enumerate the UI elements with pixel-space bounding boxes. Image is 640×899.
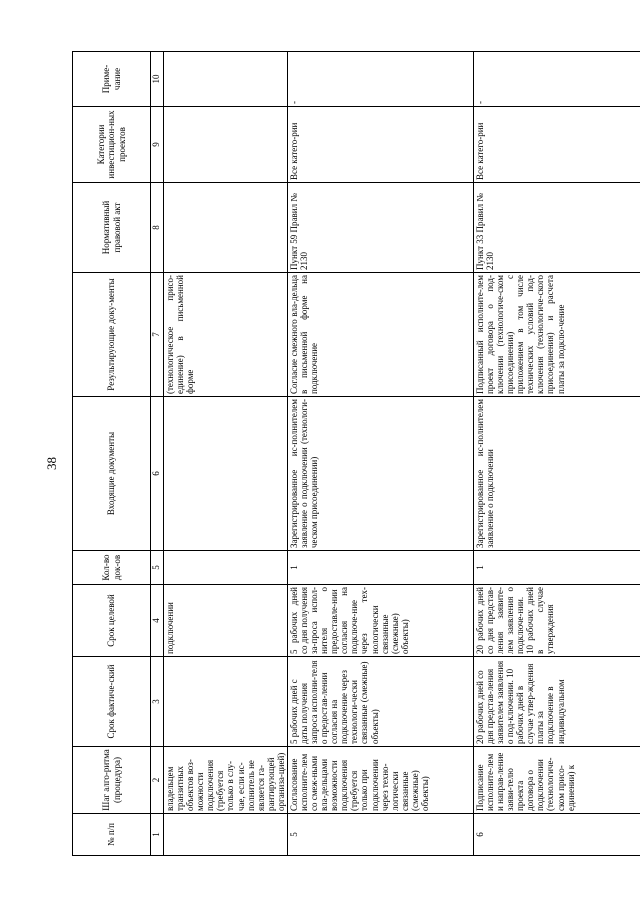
column-number: 6 xyxy=(151,397,164,551)
header-cell: Срок фактиче-ский xyxy=(73,657,151,747)
header-cell: Шаг алго-ритма (процедура) xyxy=(73,747,151,814)
table-row xyxy=(473,52,640,856)
actual-term-cell: 5 рабочих дней с даты получения запроса исполни-теля о предостав-лении согласия на подключение через технологи-чески связанные (смежные) объекты) xyxy=(287,657,473,747)
target-term-cell: 5 рабочих дней со дня получения за-проса испол-нителя о предоставле-нии согласия на подключе-ние через тех-нологически связанные (смежные) объекты) xyxy=(287,585,473,657)
result-docs-cell: Подписанный исполните-лем проект договора о под-ключении (технологиче-ском присоединении) с приложением в том числе технических условий под-ключения (технологиче-ского присоединения) и расчета платы за подклю-чение xyxy=(473,273,640,397)
target-term-cell: 20 рабочих дней со дня представ-ления заявите-лем заявления о подключе-нии. 10 рабочих дней в случае утверждения xyxy=(473,585,640,657)
header-cell: Срок целевой xyxy=(73,585,151,657)
procedure-table xyxy=(72,51,640,856)
step-cell: владельцем транзитных объектов воз-можности подключения (требуется только в слу-чае, если ис-полнитель не является га-рантирующей организа-цией) xyxy=(164,747,288,814)
table-row xyxy=(164,52,288,856)
column-number: 5 xyxy=(151,551,164,585)
column-number: 8 xyxy=(151,183,164,273)
doc-count-cell: 1 xyxy=(287,551,473,585)
header-cell: Кол-во док-ов xyxy=(73,551,151,585)
table-row xyxy=(287,52,473,856)
header-cell: Категории инвестицион-ных проектов xyxy=(73,107,151,183)
column-number: 4 xyxy=(151,585,164,657)
result-docs-cell: (технологическое присо-единение) в письменной форме xyxy=(164,273,288,397)
column-number: 3 xyxy=(151,657,164,747)
header-cell: Результирующие доку-менты xyxy=(73,273,151,397)
column-number-row xyxy=(151,52,164,856)
legal-act-cell: Пункт 33 Правил № 2130 xyxy=(473,183,640,273)
column-number: 2 xyxy=(151,747,164,814)
actual-term-cell: 20 рабочих дней со дня представ-ления заявителем заявления о под-ключении. 10 рабочих дней в случае утвер-ждения платы за подключение в индивидуальном xyxy=(473,657,640,747)
incoming-docs-cell xyxy=(164,397,288,551)
column-number: 10 xyxy=(151,52,164,107)
column-number: 7 xyxy=(151,273,164,397)
column-number: 9 xyxy=(151,107,164,183)
header-row xyxy=(73,52,151,856)
incoming-docs-cell: Зарегистрированное ис-полнителем заявление о подключении xyxy=(473,397,640,551)
step-cell: Согласование исполните-лем со смеж-ными вла-дельцами возможности подключения (требуется только при подключении через техно-логически связанные (смежные) объекты) xyxy=(287,747,473,814)
category-cell: Все катего-рии xyxy=(473,107,640,183)
note-cell: - xyxy=(473,52,640,107)
doc-count-cell: 1 xyxy=(473,551,640,585)
header-cell: Входящие документы xyxy=(73,397,151,551)
doc-count-cell xyxy=(164,551,288,585)
rotated-table-container xyxy=(72,52,637,856)
note-cell xyxy=(164,52,288,107)
note-cell: - xyxy=(287,52,473,107)
legal-act-cell xyxy=(164,183,288,273)
target-term-cell: подключении xyxy=(164,585,288,657)
row-number: 6 xyxy=(473,814,640,856)
result-docs-cell: Согласие смежного вла-дельца в письменной форме на подключение xyxy=(287,273,473,397)
row-number: 5 xyxy=(287,814,473,856)
step-cell: Подписание исполните-лем и направ-ление заяви-телю проекта договора о подключении (технологиче-ском присо-единении) к xyxy=(473,747,640,814)
header-cell: № п/п xyxy=(73,814,151,856)
column-number: 1 xyxy=(151,814,164,856)
category-cell xyxy=(164,107,288,183)
legal-act-cell: Пункт 59 Правил № 2130 xyxy=(287,183,473,273)
header-cell: Приме-чание xyxy=(73,52,151,107)
category-cell: Все катего-рии xyxy=(287,107,473,183)
incoming-docs-cell: Зарегистрированное ис-полнителем заявление о подключении (технологи-ческом присоединении) xyxy=(287,397,473,551)
actual-term-cell xyxy=(164,657,288,747)
row-number xyxy=(164,814,288,856)
page-number: 38 xyxy=(44,457,59,470)
header-cell: Нормативный правовой акт xyxy=(73,183,151,273)
